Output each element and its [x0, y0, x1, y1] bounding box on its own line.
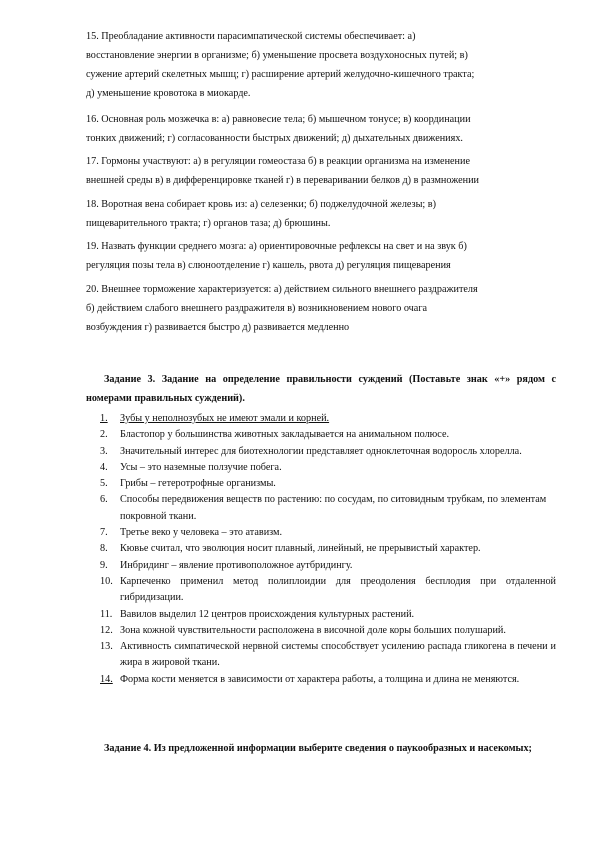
list-item: 3. Значительный интерес для биотехнологии представляет одноклеточная водоросль хлорелла.	[100, 445, 522, 457]
question-line: 15. Преобладание активности парасимпатической системы обеспечивает: а)	[86, 31, 416, 42]
question-line: д) уменьшение кровотока в миокарде.	[86, 88, 251, 99]
list-item: 8. Кювье считал, что эволюция носит плавный, линейный, не прерывистый характер.	[100, 543, 481, 555]
question-line: регуляция позы тела в) слюноотделение г) кашель, рвота д) регуляция пищеварения	[86, 260, 451, 271]
question-line: 19. Назвать функции среднего мозга: а) ориентировочные рефлексы на свет и на звук б)	[86, 241, 467, 252]
question-17	[86, 152, 556, 190]
list-item: 1. Зубы у неполнозубых не имеют эмали и корней.	[100, 413, 330, 424]
question-line: 16. Основная роль мозжечка в: а) равновесие тела; б) мышечном тонусе; в) координации	[86, 114, 471, 125]
task-4-heading: Задание 4. Из предложенной информации выберите сведения о паукообразных и насекомых;	[104, 743, 532, 754]
question-15	[86, 27, 556, 103]
question-line: 18. Воротная вена собирает кровь из: а) селезенки; б) поджелудочной железы; в)	[86, 199, 436, 210]
question-19	[86, 237, 556, 275]
question-line: 17. Гормоны участвуют: а) в регуляции гомеостаза б) в реакции организма на изменение	[86, 156, 470, 167]
question-line: внешней среды в) в дифференцировке тканей г) в переваривании белков д) в размножении	[86, 175, 479, 186]
list-item: 12. Зона кожной чувствительности расположена в височной доле коры больших полушарий.	[100, 624, 506, 636]
question-line: восстановление энергии в организме; б) уменьшение просвета воздухоносных путей; в)	[86, 50, 468, 61]
list-item: 11. Вавилов выделил 12 центров происхождения культурных растений.	[100, 608, 415, 620]
question-line: б) действием слабого внешнего раздражителя в) возникновением нового очага	[86, 303, 428, 314]
statements-list	[86, 411, 556, 688]
question-line: 20. Внешнее торможение характеризуется: а) действием сильного внешнего раздражителя	[86, 284, 478, 295]
question-16	[86, 110, 556, 148]
list-item: 6. Способы передвижения веществ по растению: по сосудам, по ситовидным трубкам, по элементам покровной ткани.	[100, 494, 547, 522]
list-item: 10. Карпеченко применил метод полиплоидии для преодоления бесплодия при отдаленной гибридизации.	[100, 575, 556, 604]
question-line: пищеварительного тракта; г) органов таза; д) брюшины.	[86, 218, 331, 229]
question-18	[86, 195, 556, 233]
list-item: 5. Грибы – гетеротрофные организмы.	[100, 478, 276, 490]
task-3-heading: Задание 3. Задание на определение правильности суждений (Поставьте знак «+» рядом с номерами правильных суждений).	[86, 374, 556, 404]
question-line: возбуждения г) развивается быстро д) развивается медленно	[86, 322, 350, 333]
question-line: тонких движений; г) согласованности быстрых движений; д) дыхательных движениях.	[86, 133, 463, 144]
list-item: 7. Третье веко у человека – это атавизм.	[100, 527, 283, 539]
question-line: сужение артерий скелетных мышц; г) расширение артерий желудочно-кишечного тракта;	[86, 69, 475, 80]
list-item: 4. Усы – это наземные ползучие побега.	[100, 461, 282, 473]
question-20	[86, 280, 556, 337]
list-item: 9. Инбридинг – явление противоположное аутбридингу.	[100, 559, 353, 571]
list-item: 14. Форма кости меняется в зависимости от характера работы, а толщина и длина не меняются.	[100, 673, 520, 685]
list-item: 2. Бластопор у большинства животных закладывается на анимальном полюсе.	[100, 429, 450, 441]
list-item: 13. Активность симпатической нервной системы способствует усилению распада гликогена в печени и жира в жировой ткани.	[100, 641, 556, 669]
